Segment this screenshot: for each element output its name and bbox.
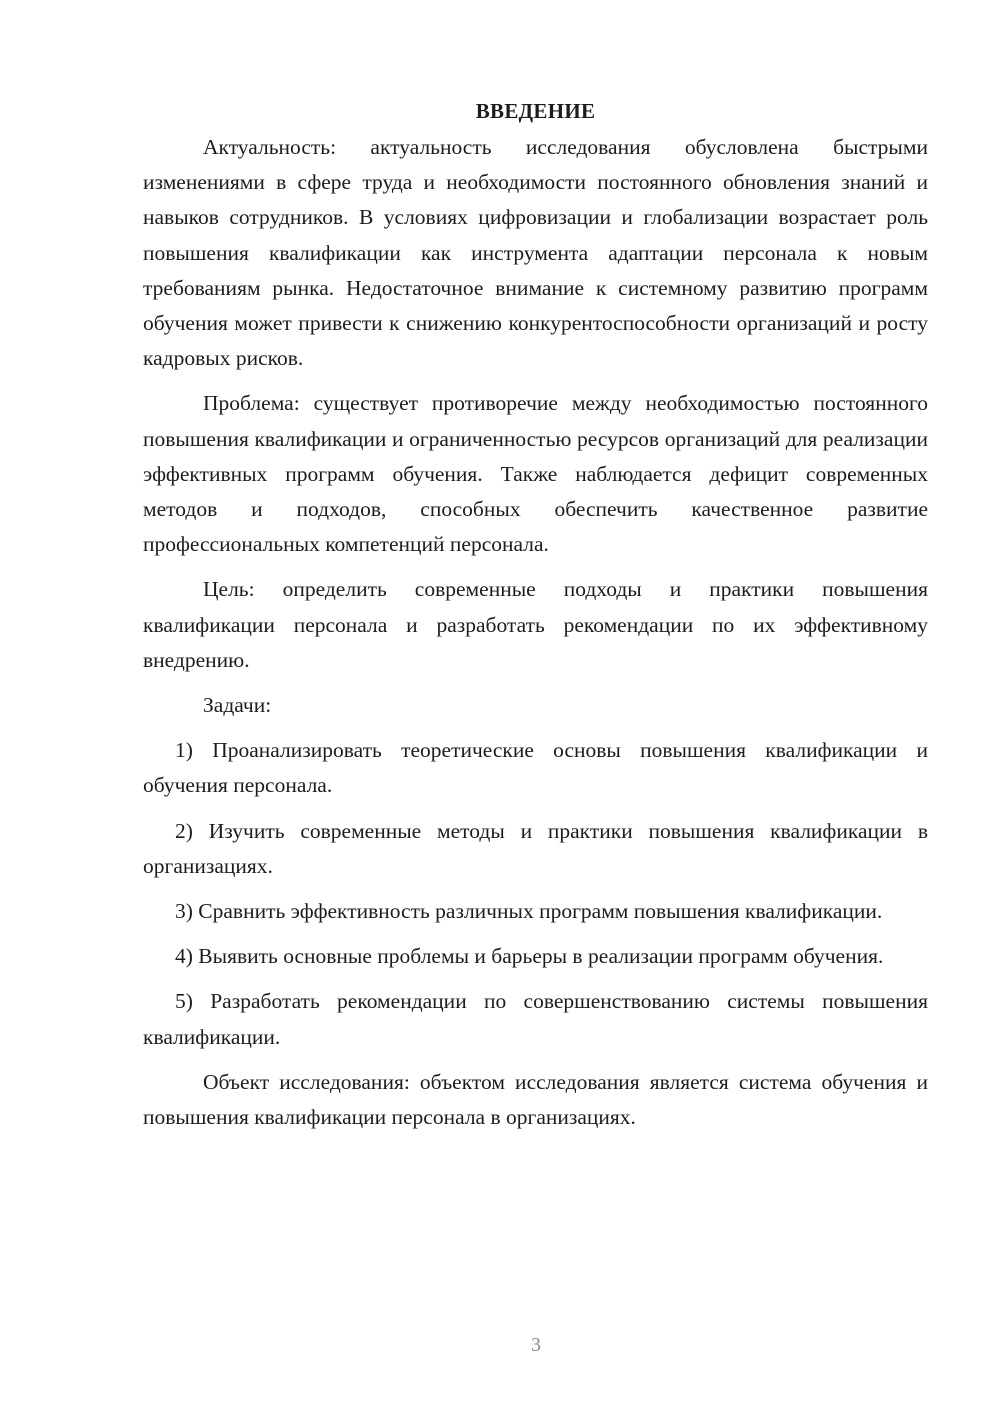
paragraph-relevance: Актуальность: актуальность исследования обусловлена быстрыми изменениями в сфере труда и необходимости постоянного обновления знаний и навыков сотрудников. В условиях цифровизации и глобализации возрастает роль повышения квалификации как инструмента адаптации персонала к новым требованиям рынка. Недостаточное внимание к системному развитию программ обучения может привести к снижению конкурентоспособности организаций и росту кадровых рисков.	[143, 135, 928, 371]
paragraph-problem: Проблема: существует противоречие между необходимостью постоянного повышения квалификации и ограниченностью ресурсов организаций для реализации эффективных программ обучения. Также наблюдается дефицит современных методов и подходов, способных обеспечить качественное развитие профессиональных компетенций персонала.	[143, 391, 928, 557]
paragraph-object: Объект исследования: объектом исследования является система обучения и повышения квалификации персонала в организациях.	[143, 1069, 928, 1130]
task-item-4: 4) Выявить основные проблемы и барьеры в реализации программ обучения.	[175, 944, 884, 969]
task-item-5: 5) Разработать рекомендации по совершенствованию системы повышения квалификации.	[143, 989, 928, 1049]
task-item-1: 1) Проанализировать теоретические основы повышения квалификации и обучения персонала.	[143, 738, 928, 798]
task-item-3: 3) Сравнить эффективность различных программ повышения квалификации.	[175, 899, 883, 924]
task-item-2: 2) Изучить современные методы и практики повышения квалификации в организациях.	[143, 818, 928, 878]
tasks-heading: Задачи:	[203, 693, 272, 718]
section-title: ВВЕДЕНИЕ	[475, 99, 596, 123]
page-number: 3	[531, 1334, 541, 1356]
paragraph-goal: Цель: определить современные подходы и практики повышения квалификации персонала и разработать рекомендации по их эффективному внедрению.	[143, 577, 928, 672]
page-content	[143, 96, 928, 1145]
